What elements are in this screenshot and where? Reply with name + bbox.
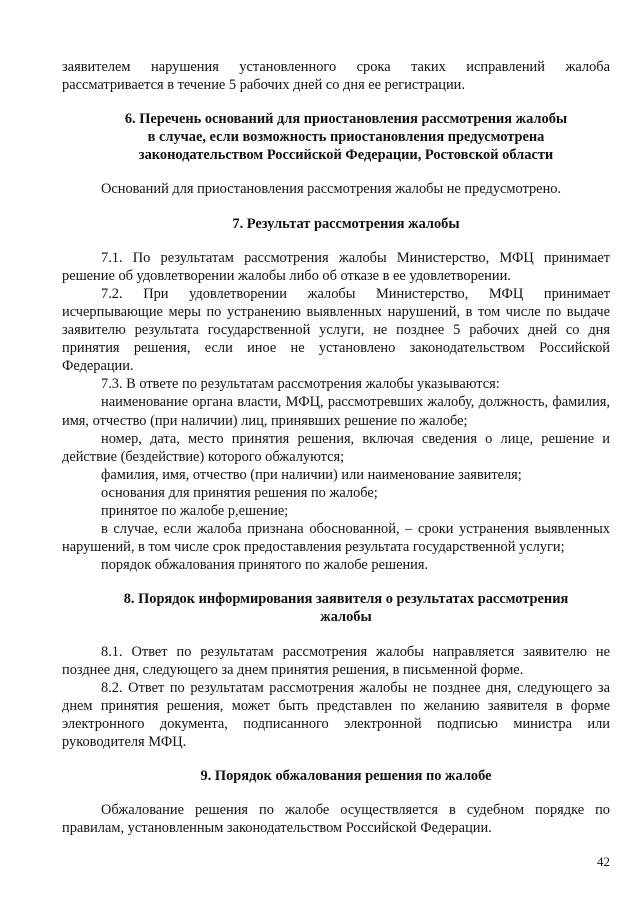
section-6-heading-line: 6. Перечень оснований для приостановления рассмотрения жалобы (124, 111, 568, 128)
list-item: фамилия, имя, отчество (при наличии) или наименование заявителя; (101, 466, 522, 483)
section-9-heading: 9. Порядок обжалования решения по жалобе (200, 768, 492, 785)
list-item: порядок обжалования принятого по жалобе решения. (101, 557, 429, 574)
section-6-heading (62, 110, 610, 164)
list-item: номер, дата, место принятия решения, включая сведения о лице, решение и действие (бездействие) которого обжалуются; (62, 430, 610, 465)
list-item: в случае, если жалоба признана обоснованной, – сроки устранения выявленных нарушений, в том числе срок предоставления результата государственной услуги; (62, 521, 610, 556)
section-8-1: 8.1. Ответ по результатам рассмотрения жалобы направляется заявителю не позднее дня, следующего за днем принятия решения, в письменной форме. (62, 643, 610, 678)
section-6-heading-line: законодательством Российской Федерации, Ростовской области (138, 147, 554, 164)
section-8-heading-line: жалобы (320, 609, 372, 626)
section-7-2: 7.2. При удовлетворении жалобы Министерство, МФЦ принимает исчерпывающие меры по устранению выявленных нарушений, в том числе по выдаче заявителю результата государственной услуги, не позднее 5 рабочих дней со дня принятия решения, если иное не установлено законодательством Российской Федерации. (62, 285, 610, 375)
section-6-heading-line: в случае, если возможность приостановления предусмотрена (147, 129, 545, 146)
document-page (62, 58, 610, 837)
section-8-heading-line: 8. Порядок информирования заявителя о результатах рассмотрения (123, 591, 569, 608)
list-item: основания для принятия решения по жалобе; (101, 484, 378, 501)
page-number: 42 (597, 854, 610, 869)
list-item: принятое по жалобе р,ешение; (101, 502, 289, 519)
section-7-heading: 7. Результат рассмотрения жалобы (232, 215, 460, 232)
section-6-text: Оснований для приостановления рассмотрения жалобы не предусмотрено. (101, 181, 562, 198)
section-9-text: Обжалование решения по жалобе осуществляется в судебном порядке по правилам, установленным законодательством Российской Федерации. (62, 802, 610, 837)
section-7-1: 7.1. По результатам рассмотрения жалобы Министерство, МФЦ принимает решение об удовлетворении жалобы либо об отказе в ее удовлетворении. (62, 249, 610, 284)
section-8-heading (62, 590, 610, 626)
section-8-2: 8.2. Ответ по результатам рассмотрения жалобы не позднее дня, следующего за днем принятия решения, может быть представлен по желанию заявителя в форме электронного документа, подписанного электронной подписью министра или руководителя МФЦ. (62, 679, 610, 750)
section-7-3: 7.3. В ответе по результатам рассмотрения жалобы указываются: (101, 376, 500, 393)
list-item: наименование органа власти, МФЦ, рассмотревших жалобу, должность, фамилия, имя, отчество (при наличии) лиц, принявших решение по жалобе; (62, 394, 610, 429)
intro-paragraph: заявителем нарушения установленного срока таких исправлений жалоба рассматривается в течение 5 рабочих дней со дня ее регистрации. (62, 59, 610, 94)
